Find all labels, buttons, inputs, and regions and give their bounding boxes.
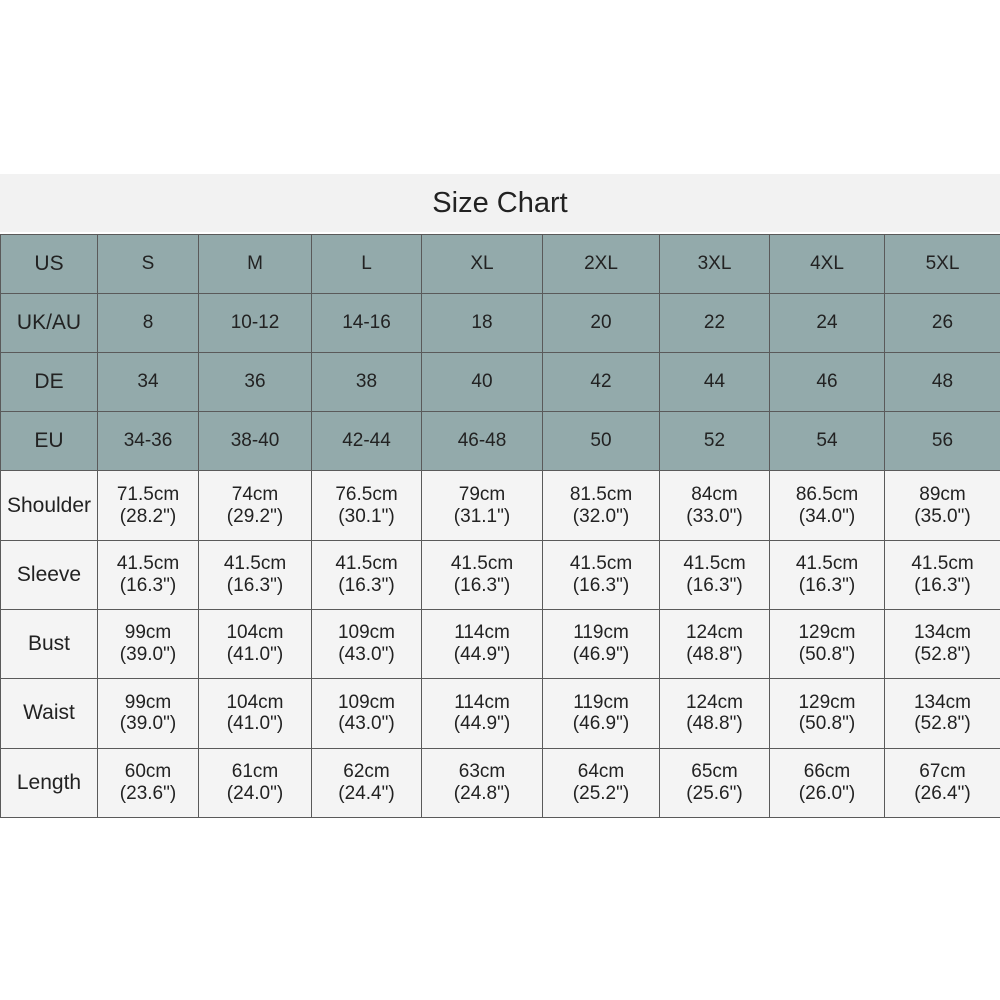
inch-value: (24.4"): [338, 782, 395, 804]
measurement-cell: [422, 679, 543, 748]
inch-value: (25.2"): [572, 782, 630, 804]
size-value-cell: 14-16: [312, 294, 422, 353]
measurement-cell: [312, 610, 422, 679]
inch-value: (35.0"): [914, 505, 971, 527]
size-column-header: 4XL: [770, 235, 885, 294]
cm-value: 41.5cm: [450, 553, 514, 575]
inch-value: (26.0"): [798, 782, 856, 804]
inch-value: (24.0"): [226, 782, 284, 804]
measurement-row: [1, 748, 1000, 817]
row-label: Waist: [1, 679, 98, 748]
cm-value: 124cm: [685, 622, 744, 644]
size-column-header: M: [199, 235, 312, 294]
measurement-cell: [199, 610, 312, 679]
inch-value: (16.3"): [798, 574, 856, 596]
cm-value: 99cm: [124, 622, 172, 644]
size-conversion-row: [1, 294, 1000, 353]
inch-value: (33.0"): [686, 505, 743, 527]
measurement-row: [1, 679, 1000, 748]
cm-value: 81.5cm: [569, 483, 633, 505]
measurement-cell: [312, 540, 422, 609]
cm-value: 63cm: [458, 760, 506, 782]
cm-value: 109cm: [337, 622, 396, 644]
size-chart-table: [0, 234, 1000, 818]
cm-value: 84cm: [691, 483, 738, 505]
inch-value: (16.3"): [453, 574, 511, 596]
size-value-cell: 38-40: [199, 412, 312, 471]
inch-value: (48.8"): [686, 644, 743, 666]
measurement-cell: [770, 679, 885, 748]
inch-value: (41.0"): [226, 713, 284, 735]
inch-value: (32.0"): [572, 505, 630, 527]
measurement-cell: [312, 471, 422, 540]
inch-value: (39.0"): [119, 713, 177, 735]
size-value-cell: 36: [199, 353, 312, 412]
row-label: EU: [1, 412, 98, 471]
size-value-cell: 24: [770, 294, 885, 353]
measurement-cell: [312, 748, 422, 817]
cm-value: 62cm: [343, 760, 390, 782]
row-label: DE: [1, 353, 98, 412]
inch-value: (25.6"): [686, 782, 743, 804]
cm-value: 114cm: [454, 622, 510, 644]
size-value-cell: 40: [422, 353, 543, 412]
size-column-header: 3XL: [660, 235, 770, 294]
cm-value: 76.5cm: [335, 483, 398, 505]
inch-value: (31.1"): [453, 505, 511, 527]
measurement-cell: [98, 610, 199, 679]
inch-value: (48.8"): [686, 713, 743, 735]
measurement-cell: [660, 471, 770, 540]
measurement-cell: [98, 540, 199, 609]
measurement-cell: [98, 748, 199, 817]
row-label: Sleeve: [1, 540, 98, 609]
cm-value: 41.5cm: [335, 553, 398, 575]
size-conversion-row: [1, 353, 1000, 412]
measurement-row: [1, 471, 1000, 540]
cm-value: 86.5cm: [795, 483, 859, 505]
inch-value: (41.0"): [226, 644, 284, 666]
row-label: Length: [1, 748, 98, 817]
measurement-cell: [199, 679, 312, 748]
measurement-cell: [660, 679, 770, 748]
measurement-cell: [199, 748, 312, 817]
measurement-cell: [885, 679, 1000, 748]
measurement-cell: [660, 610, 770, 679]
cm-value: 119cm: [573, 622, 629, 644]
measurement-cell: [885, 748, 1000, 817]
inch-value: (16.3"): [338, 574, 395, 596]
cm-value: 71.5cm: [116, 483, 180, 505]
size-value-cell: 54: [770, 412, 885, 471]
inch-value: (16.3"): [914, 574, 971, 596]
cm-value: 66cm: [803, 760, 851, 782]
cm-value: 129cm: [798, 622, 856, 644]
measurement-cell: [422, 540, 543, 609]
measurement-cell: [199, 471, 312, 540]
inch-value: (28.2"): [119, 505, 177, 527]
size-column-header: XL: [422, 235, 543, 294]
cm-value: 41.5cm: [569, 553, 633, 575]
size-value-cell: 22: [660, 294, 770, 353]
measurement-cell: [312, 679, 422, 748]
size-value-cell: 56: [885, 412, 1000, 471]
cm-value: 41.5cm: [911, 553, 974, 575]
inch-value: (16.3"): [226, 574, 284, 596]
cm-value: 104cm: [226, 691, 284, 713]
measurement-cell: [98, 471, 199, 540]
page-title: Size Chart: [0, 174, 1000, 232]
size-conversion-row: [1, 412, 1000, 471]
size-column-header: L: [312, 235, 422, 294]
measurement-cell: [199, 540, 312, 609]
measurement-cell: [770, 471, 885, 540]
size-header-row: [1, 235, 1000, 294]
row-label: Bust: [1, 610, 98, 679]
size-column-header: 5XL: [885, 235, 1000, 294]
size-column-header: S: [98, 235, 199, 294]
measurement-cell: [543, 471, 660, 540]
cm-value: 41.5cm: [116, 553, 180, 575]
size-value-cell: 34-36: [98, 412, 199, 471]
cm-value: 61cm: [231, 760, 279, 782]
cm-value: 60cm: [124, 760, 172, 782]
measurement-cell: [422, 610, 543, 679]
cm-value: 104cm: [226, 622, 284, 644]
cm-value: 134cm: [913, 622, 972, 644]
size-value-cell: 46-48: [422, 412, 543, 471]
row-label: Shoulder: [1, 471, 98, 540]
cm-value: 129cm: [798, 691, 856, 713]
size-value-cell: 38: [312, 353, 422, 412]
inch-value: (39.0"): [119, 644, 177, 666]
cm-value: 74cm: [231, 483, 279, 505]
inch-value: (16.3"): [572, 574, 630, 596]
inch-value: (44.9"): [453, 713, 511, 735]
measurement-cell: [770, 610, 885, 679]
size-value-cell: 50: [543, 412, 660, 471]
size-value-cell: 26: [885, 294, 1000, 353]
inch-value: (52.8"): [914, 644, 971, 666]
measurement-cell: [543, 748, 660, 817]
row-label: UK/AU: [1, 294, 98, 353]
measurement-cell: [770, 748, 885, 817]
cm-value: 79cm: [458, 483, 506, 505]
size-value-cell: 44: [660, 353, 770, 412]
measurement-cell: [660, 540, 770, 609]
size-value-cell: 42: [543, 353, 660, 412]
measurement-cell: [422, 748, 543, 817]
cm-value: 124cm: [685, 691, 744, 713]
inch-value: (30.1"): [338, 505, 395, 527]
size-value-cell: 46: [770, 353, 885, 412]
inch-value: (46.9"): [572, 644, 630, 666]
measurement-cell: [660, 748, 770, 817]
size-value-cell: 8: [98, 294, 199, 353]
cm-value: 41.5cm: [795, 553, 859, 575]
inch-value: (44.9"): [453, 644, 511, 666]
inch-value: (46.9"): [572, 713, 630, 735]
cm-value: 64cm: [577, 760, 625, 782]
measurement-cell: [422, 471, 543, 540]
inch-value: (43.0"): [338, 644, 395, 666]
cm-value: 67cm: [919, 760, 966, 782]
cm-value: 41.5cm: [683, 553, 746, 575]
measurement-cell: [770, 540, 885, 609]
measurement-cell: [98, 679, 199, 748]
size-value-cell: 42-44: [312, 412, 422, 471]
inch-value: (16.3"): [686, 574, 743, 596]
inch-value: (50.8"): [798, 713, 856, 735]
cm-value: 89cm: [919, 483, 966, 505]
cm-value: 109cm: [337, 691, 396, 713]
size-value-cell: 20: [543, 294, 660, 353]
inch-value: (52.8"): [914, 713, 971, 735]
cm-value: 99cm: [124, 691, 172, 713]
inch-value: (50.8"): [798, 644, 856, 666]
measurement-row: [1, 540, 1000, 609]
size-column-header: 2XL: [543, 235, 660, 294]
size-value-cell: 52: [660, 412, 770, 471]
cm-value: 114cm: [454, 691, 510, 713]
measurement-cell: [543, 540, 660, 609]
inch-value: (23.6"): [119, 782, 177, 804]
measurement-cell: [885, 471, 1000, 540]
inch-value: (43.0"): [338, 713, 395, 735]
cm-value: 41.5cm: [223, 553, 287, 575]
size-value-cell: 34: [98, 353, 199, 412]
inch-value: (26.4"): [914, 782, 971, 804]
size-value-cell: 48: [885, 353, 1000, 412]
inch-value: (29.2"): [226, 505, 284, 527]
cm-value: 134cm: [913, 691, 972, 713]
cm-value: 119cm: [573, 691, 629, 713]
inch-value: (16.3"): [119, 574, 177, 596]
measurement-row: [1, 610, 1000, 679]
size-value-cell: 18: [422, 294, 543, 353]
size-value-cell: 10-12: [199, 294, 312, 353]
inch-value: (34.0"): [798, 505, 856, 527]
inch-value: (24.8"): [453, 782, 511, 804]
measurement-cell: [885, 610, 1000, 679]
measurement-cell: [885, 540, 1000, 609]
measurement-cell: [543, 610, 660, 679]
cm-value: 65cm: [691, 760, 738, 782]
measurement-cell: [543, 679, 660, 748]
row-label: US: [1, 235, 98, 294]
